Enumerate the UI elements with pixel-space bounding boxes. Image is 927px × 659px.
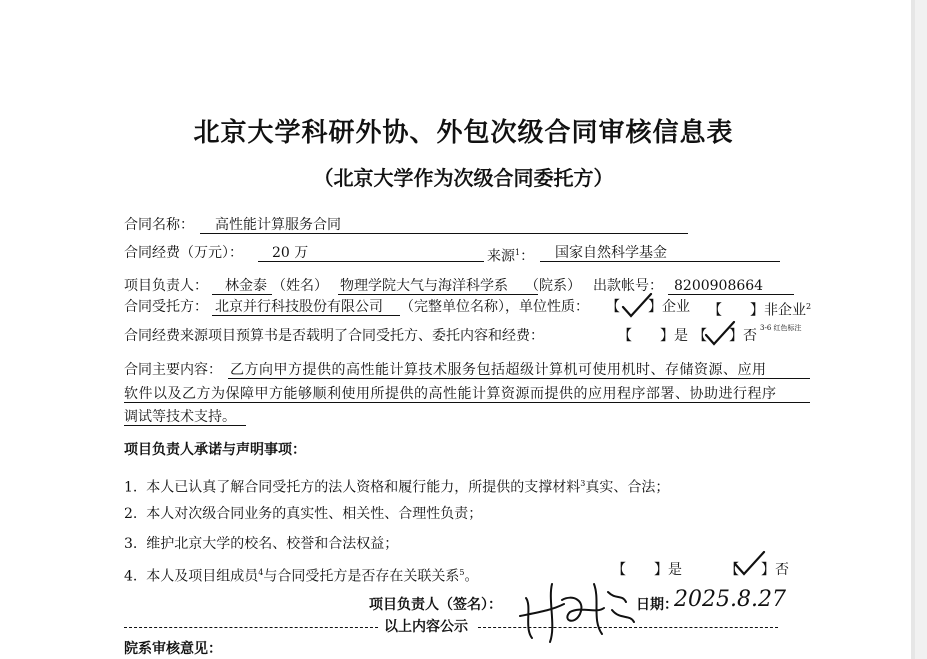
commitment-item-2: 2. 本人对次级合同业务的真实性、相关性、合理性负责； (124, 506, 483, 522)
underline (668, 294, 794, 295)
related-no-option[interactable]: 【 】否 (725, 562, 789, 578)
page-edge (911, 0, 915, 659)
commitments-heading: 项目负责人承诺与声明事项： (124, 442, 306, 458)
underline (338, 294, 538, 295)
underline (212, 315, 400, 316)
account-number: 8200908664 (674, 278, 764, 294)
public-notice: 以上内容公示 (384, 619, 468, 635)
dept-review-label: 院系审核意见： (124, 641, 222, 657)
commitment-item-1: 1. 本人已认真了解合同受托方的法人资格和履行能力，所提供的支撑材料$^3$真实、合法； (124, 479, 670, 496)
signature-date: 2025.8.27 (674, 587, 786, 612)
pi-name: 林金泰 (225, 278, 267, 294)
related-yes-option[interactable]: 【 】是 (612, 562, 682, 578)
funds-source-label: 来源$^1$： (487, 248, 535, 265)
underline (228, 378, 810, 379)
account-label: 出款帐号： (593, 278, 663, 294)
content-label-text: 合同主要内容： (124, 362, 222, 378)
commitment-item-4: 4. 本人及项目组成员$^4$与合同受托方是否存在关联关系$^5$。 (124, 568, 479, 585)
underline (200, 233, 688, 234)
document-title: 北京大学科研外协、外包次级合同审核信息表 (193, 118, 734, 148)
underline (124, 402, 810, 403)
contract-name-label: 合同名称： (124, 217, 194, 233)
scrollbar[interactable] (914, 0, 927, 659)
content-line-3: 调试等技术支持。 (124, 409, 236, 425)
pi-label: 项目负责人： (124, 278, 208, 294)
budget-no-option[interactable]: 【 】否 (693, 328, 757, 344)
dashed-divider (478, 627, 778, 629)
red-mark-note: 3-6 红色标注 (760, 324, 802, 332)
contract-funds-value: 20 万 (272, 245, 309, 261)
document-subtitle: （北京大学作为次级合同委托方） (313, 166, 614, 190)
contractee-label: 合同受托方： (124, 299, 208, 315)
budget-question: 合同经费来源项目预算书是否载明了合同受托方、委托内容和经费： (124, 328, 544, 344)
content-line-1: 乙方向甲方提供的高性能计算技术服务包括超级计算机可使用机时、存储资源、应用 (230, 362, 767, 378)
underline (258, 261, 484, 262)
handwritten-signature (512, 570, 642, 655)
contractee-name: 北京并行科技股份有限公司 (215, 299, 383, 315)
funds-source-value: 国家自然科学基金 (555, 245, 667, 261)
pi-name-suffix: （姓名） (272, 278, 328, 294)
pi-department: 物理学院大气与海洋科学系 (340, 278, 508, 294)
budget-yes-option[interactable]: 【 】是 (618, 328, 688, 344)
underline (124, 425, 246, 426)
checkmark-icon (620, 292, 654, 320)
non-enterprise-option[interactable]: 【 】非企业$^2$ (708, 302, 812, 319)
checkmark-icon (733, 550, 767, 578)
checkmark-icon (703, 320, 737, 348)
contractee-suffix: （完整单位名称），单位性质： (400, 299, 589, 315)
dashed-divider (124, 627, 378, 629)
contract-funds-label: 合同经费（万元）： (124, 245, 243, 261)
pi-dept-suffix: （院系） (525, 278, 581, 294)
date-label: 日期： (636, 597, 678, 613)
enterprise-option[interactable]: 【 】企业 (606, 299, 690, 315)
commitment-item-3: 3. 维护北京大学的校名、校誉和合法权益； (124, 536, 399, 552)
underline (540, 261, 780, 262)
content-line-2: 软件以及乙方为保障甲方能够顺利使用所提供的高性能计算资源而提供的应用程序部署、协助进行程序 (124, 386, 777, 402)
contract-name-value: 高性能计算服务合同 (215, 217, 341, 233)
underline (212, 294, 272, 295)
signature-label: 项目负责人（签名）： (369, 597, 502, 613)
